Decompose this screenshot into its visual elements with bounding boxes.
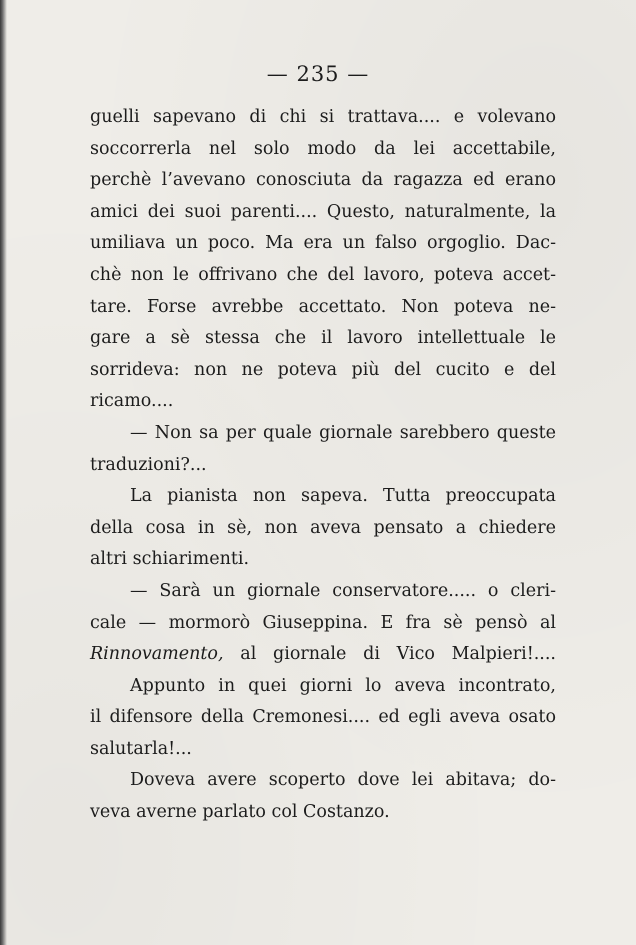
text-line-mixed (90, 639, 556, 671)
text-line: ricamo.... (90, 391, 174, 412)
dialogue-line: — Sarà un giornale conservatore..... o cleri- (130, 580, 556, 601)
text-line: traduzioni?... (90, 454, 207, 475)
paragraph-start: Appunto in quei giorni lo aveva incontrato, (130, 675, 556, 696)
body-text (90, 102, 556, 829)
text-line: cale — mormorò Giuseppina. E fra sè pensò al (90, 612, 556, 633)
text-line: chè non le offrivano che del lavoro, poteva accet- (90, 264, 556, 285)
text-line: il difensore della Cremonesi.... ed egli aveva osato (90, 707, 556, 728)
page-binding-edge (0, 0, 7, 945)
paragraph-start: Doveva avere scoperto dove lei abitava; do- (130, 770, 556, 791)
text-line: soccorrerla nel solo modo da lei accettabile, (90, 138, 556, 159)
text-line: umiliava un poco. Ma era un falso orgoglio. Dac- (90, 233, 556, 254)
text-line: sorrideva: non ne poteva più del cucito e del (90, 359, 556, 380)
page-number: — 235 — (266, 62, 370, 86)
newspaper-title: Rinnovamento, (90, 644, 224, 665)
text-line: salutarla!... (90, 738, 192, 759)
text-line: guelli sapevano di chi si trattava.... e volevano (90, 107, 556, 127)
text-line: altri schiarimenti. (90, 549, 250, 570)
text-line: amici dei suoi parenti.... Questo, naturalmente, la (90, 201, 556, 222)
paragraph-start: La pianista non sapeva. Tutta preoccupata (130, 486, 556, 507)
text-line: veva averne parlato col Costanzo. (90, 802, 390, 823)
text-line-rest: al giornale di Vico Malpieri!.... (223, 644, 556, 665)
text-line: perchè l’avevano conosciuta da ragazza ed erano (90, 170, 556, 191)
text-line: della cosa in sè, non aveva pensato a chiedere (90, 517, 556, 538)
text-line: tare. Forse avrebbe accettato. Non poteva ne- (90, 296, 556, 317)
text-line: gare a sè stessa che il lavoro intellettuale le (90, 328, 556, 349)
dialogue-line: — Non sa per quale giornale sarebbero queste (130, 422, 556, 443)
